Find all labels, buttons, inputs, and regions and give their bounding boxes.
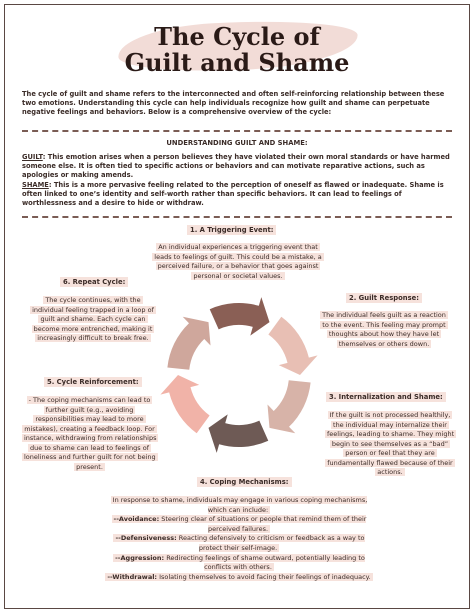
stage-body-text: The cycle continues, with the individual feeling trapped in a loop of guilt and shame. Each cycle can become more entrenched, making it increasingly difficult to break free.	[32, 296, 154, 342]
definition-text: : This is a more pervasive feeling related to the perception of oneself as flawed or inadequate. Shame is often linked to one’s identity and self-worth rather than specific behaviors. It can lead to feelings of worthlessness and a desire to hide or withdraw.	[22, 180, 444, 208]
definition-guilt	[22, 153, 454, 181]
coping-term: --Defensiveness:	[115, 534, 177, 543]
stage-title-text: 6. Repeat Cycle:	[60, 277, 128, 287]
divider-bottom	[22, 216, 452, 218]
coping-item-defensiveness	[104, 534, 374, 553]
arrow-4-icon	[209, 414, 269, 452]
definition-term: GUILT	[22, 153, 43, 161]
definition-text: : This emotion arises when a person believes they have violated their own moral standards or have harmed someone else. It is often tied to specific actions or behaviors and can motivate reparative actions, such as apologies or making amends.	[22, 153, 450, 180]
definitions	[22, 153, 454, 208]
arrow-2-icon	[268, 317, 317, 375]
definition-shame	[22, 181, 454, 209]
stage-4-title	[197, 478, 292, 486]
arrow-6-icon	[167, 317, 210, 370]
divider-top	[22, 130, 452, 132]
section-heading: UNDERSTANDING GUILT AND SHAME:	[166, 139, 308, 147]
stage-6-body	[28, 296, 158, 344]
stage-4-body	[104, 496, 374, 582]
coping-term: --Withdrawal:	[107, 572, 158, 581]
stage-body-text: If the guilt is not processed healthily, the individual may internalize their feelings, leading to shame. They might begin to see themselves as a “bad” person or feel that they are fundamentally flawed because of their actions.	[327, 411, 455, 476]
coping-item-withdrawal	[104, 573, 374, 583]
coping-item-avoidance	[104, 515, 374, 534]
intro-paragraph: The cycle of guilt and shame refers to the interconnected and often self-reinforcing relationship between these two emotions. Understanding this cycle can help individuals recognize how guilt and shame can perpetuate negative feelings and behaviors. Below is a comprehensive overview of the cycle:	[22, 90, 445, 117]
coping-text: Redirecting feelings of shame outward, potentially leading to conflicts with others.	[164, 553, 365, 572]
stage-title-text: 3. Internalization and Shame:	[326, 392, 446, 402]
stage-title-text: 5. Cycle Reinforcement:	[44, 377, 142, 387]
stage-6-title	[60, 278, 128, 286]
stage-3-title	[326, 393, 446, 401]
stage-5-body	[22, 396, 157, 472]
arrow-5-icon	[160, 375, 209, 433]
coping-text: Reacting defensively to criticism or feedback as a way to protect their self-image.	[176, 534, 365, 552]
coping-term: --Avoidance:	[113, 515, 160, 524]
arrow-1-icon	[210, 297, 270, 335]
stage-body-text: The individual feels guilt as a reaction to the event. This feeling may prompt thoughts about how they have let themselves or others down.	[322, 311, 446, 348]
stage-5-title	[44, 378, 142, 386]
coping-term: --Aggression:	[115, 553, 165, 562]
stage-2-body	[320, 311, 448, 349]
cycle-diagram	[154, 290, 324, 460]
stage-body-text: - The coping mechanisms can lead to further guilt (e.g., avoiding responsibilities may lead to more mistakes), creating a feedback loop. For instance, withdrawing from relationships due to shame can lead to feelings of loneliness and further guilt for not being present.	[24, 396, 157, 471]
stage-1-body	[152, 243, 324, 281]
coping-text: Isolating themselves to avoid facing their feelings of inadequacy.	[157, 572, 371, 581]
stage-title-text: 4. Coping Mechanisms:	[197, 477, 292, 487]
arrow-3-icon	[267, 380, 310, 433]
stage-body-text: An individual experiences a triggering event that leads to feelings of guilt. This could be a mistake, a perceived failure, or a behavior that goes against personal or societal values.	[154, 243, 322, 280]
coping-text: Steering clear of situations or people that remind them of their perceived failures.	[159, 515, 367, 533]
coping-item-aggression	[104, 554, 374, 573]
stage-body-text: In response to shame, individuals may engage in various coping mechanisms, which can include:	[112, 496, 368, 514]
stage-2-title	[346, 294, 422, 302]
stage-1-title	[187, 226, 276, 234]
stage-title-text: 2. Guilt Response:	[346, 293, 422, 303]
stage-title-text: 1. A Triggering Event:	[187, 225, 276, 235]
page-title-line1: The Cycle of	[154, 22, 320, 51]
stage-3-body	[325, 411, 455, 478]
definition-term: SHAME	[22, 180, 49, 189]
page-title-line2: Guilt and Shame	[124, 48, 350, 77]
